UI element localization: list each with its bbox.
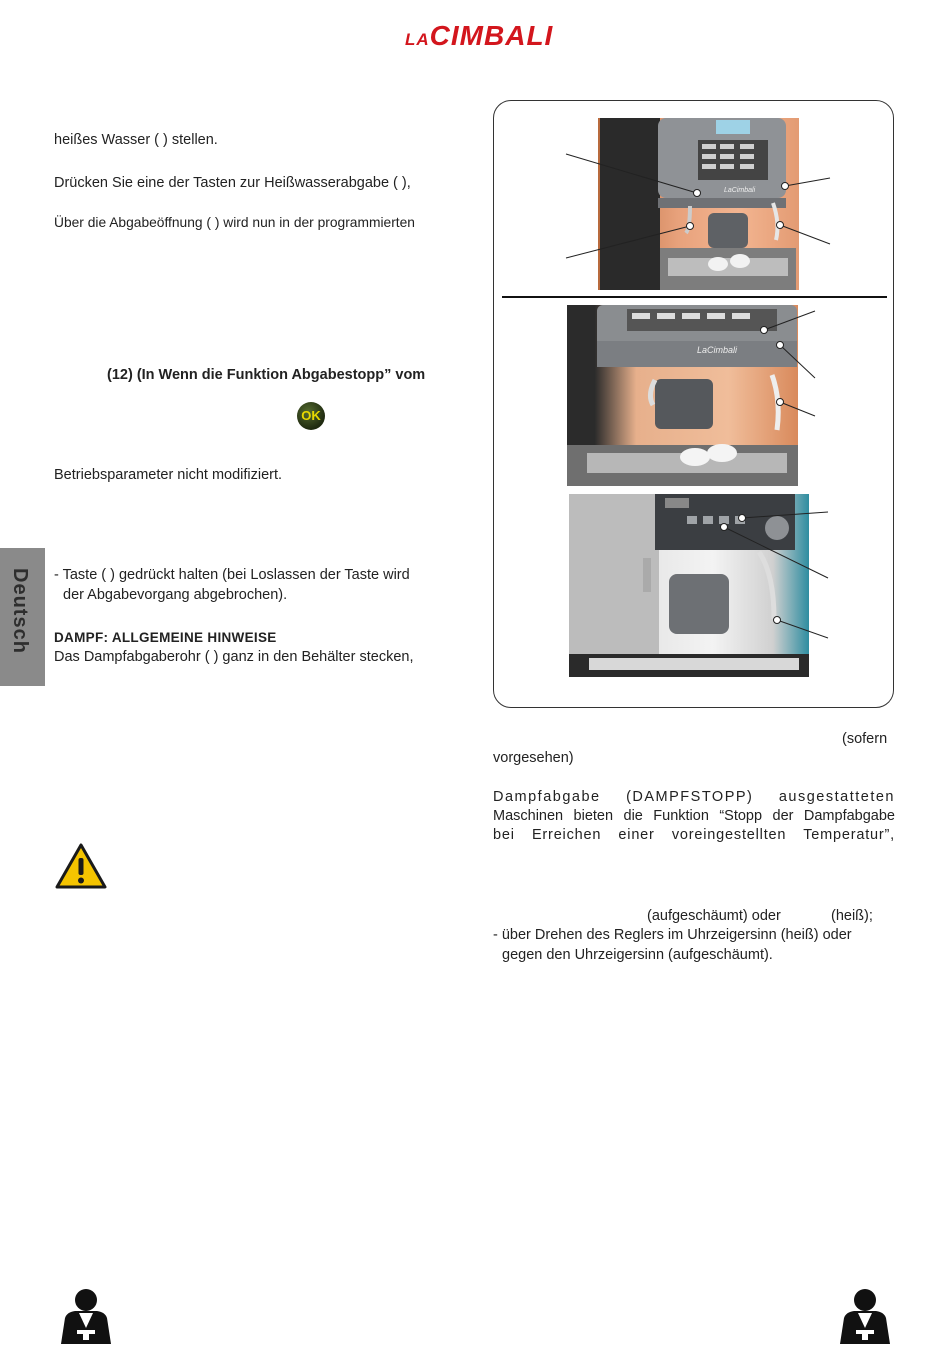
waiter-icon-right <box>834 1288 896 1344</box>
machine2-brand-text: LaCimbali <box>697 345 738 355</box>
text-line: (sofern <box>842 731 888 747</box>
section-heading: DAMPF: ALLGEMEINE HINWEISE <box>54 630 277 645</box>
text-line: (12) (In Wenn die Funktion Abgabestopp” vom <box>107 367 426 383</box>
text-line: Drücken Sie eine der Tasten zur Heißwasserabgabe ( ), <box>54 175 411 191</box>
machine-image-3 <box>569 494 809 677</box>
text-line: bei Erreichen einer voreingestellten Temperatur”, <box>493 827 895 843</box>
machine-illustration-2 <box>567 305 798 486</box>
text-line: (aufgeschäumt) oder <box>647 908 781 924</box>
text-line: Über die Abgabeöffnung ( ) wird nun in der programmierten <box>54 215 415 230</box>
language-tab-label: Deutsch <box>9 568 31 654</box>
text-line: - über Drehen des Reglers im Uhrzeigersinn (heiß) oder <box>493 927 852 943</box>
machine1-brand-text: LaCimbali <box>724 187 756 194</box>
machine-illustration-3 <box>569 494 809 677</box>
text-line: Das Dampfabgaberohr ( ) ganz in den Behälter stecken, <box>54 649 414 665</box>
text-line: vorgesehen) <box>493 750 574 766</box>
text-line: Betriebsparameter nicht modifiziert. <box>54 467 283 483</box>
text-line: (heiß); <box>831 908 873 924</box>
logo-name: CIMBALI <box>429 20 554 51</box>
brand-logo <box>405 20 553 52</box>
machine-illustration-1 <box>598 118 799 290</box>
logo-prefix: LA <box>405 30 430 49</box>
ok-button-icon: OK <box>297 402 325 430</box>
text-line: Dampfabgabe (DAMPFSTOPP) ausgestatteten <box>493 789 895 805</box>
text-line: Maschinen bieten die Funktion “Stopp der Dampfabgabe <box>493 808 895 824</box>
text-line: - Taste ( ) gedrückt halten (bei Loslassen der Taste wird <box>54 567 410 583</box>
text-line: der Abgabevorgang abgebrochen). <box>63 587 288 603</box>
language-tab <box>0 548 45 686</box>
figure-divider <box>502 296 887 298</box>
machine-image-2 <box>567 305 798 486</box>
machine-image-1 <box>598 118 799 290</box>
waiter-icon-left <box>55 1288 117 1344</box>
text-line: heißes Wasser ( ) stellen. <box>54 132 218 148</box>
text-line: gegen den Uhrzeigersinn (aufgeschäumt). <box>502 947 773 963</box>
warning-icon <box>54 842 108 890</box>
